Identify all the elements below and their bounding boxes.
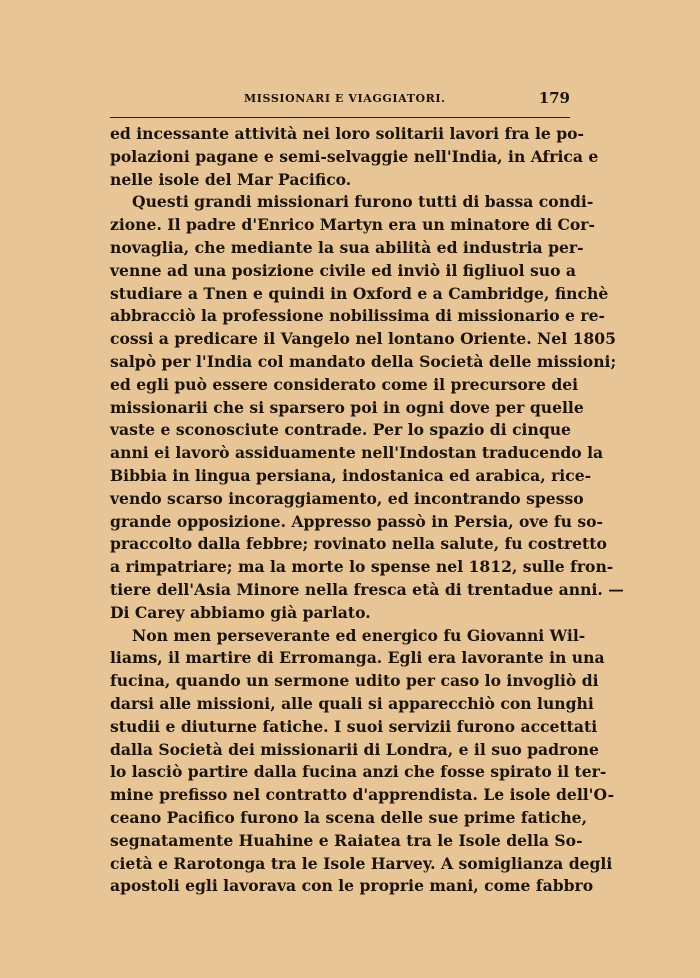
text-line: Di Carey abbiamo già parlato. [110,602,371,622]
text-line: lo lasciò partire dalla fucina anzi che fosse spirato il ter- [110,762,607,782]
text-line: polazioni pagane e semi-selvaggie nell'India, in Africa e [110,146,599,166]
text-line: Non men perseverante ed energico fu Giovanni Wil- [132,625,586,645]
text-line: darsi alle missioni, alle quali si apparecchiò con lunghi [110,693,594,713]
text-line: vendo scarso incoraggiamento, ed incontrando spesso [110,488,584,508]
text-line: abbracciò la professione nobilissima di missionario e re- [110,306,606,326]
text-line: missionarii che si sparsero poi in ogni dove per quelle [110,397,584,417]
text-line: vaste e sconosciute contrade. Per lo spazio di cinque [110,420,571,440]
text-line: anni ei lavorò assiduamente nell'Indostan traducendo la [110,443,604,463]
book-page [110,0,624,978]
page-header [110,88,570,112]
text-line: ed egli può essere considerato come il precursore dei [110,374,579,394]
text-line: cossi a predicare il Vangelo nel lontano Oriente. Nel 1805 [110,329,616,349]
text-line: ceano Pacifico furono la scena delle sue prime fatiche, [110,807,588,827]
text-line: Questi grandi missionari furono tutti di bassa condi- [132,192,594,212]
text-line: studii e diuturne fatiche. I suoi servizii furono accettati [110,716,598,736]
header-rule [110,117,570,118]
text-line: apostoli egli lavorava con le proprie mani, come fabbro [110,876,594,896]
body-text [110,123,624,898]
text-line: mine prefisso nel contratto d'apprendista. Le isole dell'O- [110,785,615,805]
page-number: 179 [538,89,570,107]
text-line: cietà e Rarotonga tra le Isole Harvey. A somiglianza degli [110,853,613,873]
text-line: Bibbia in lingua persiana, indostanica ed arabica, rice- [110,465,592,485]
text-line: novaglia, che mediante la sua abilità ed industria per- [110,237,584,257]
text-line: a rimpatriare; ma la morte lo spense nel 1812, sulle fron- [110,557,614,577]
text-line: ed incessante attività nei loro solitarii lavori fra le po- [110,124,585,143]
text-line: liams, il martire di Erromanga. Egli era lavorante in una [110,648,605,668]
text-line: studiare a Tnen e quindi in Oxford e a Cambridge, finchè [110,283,609,303]
text-line: fucina, quando un sermone udito per caso lo invogliò di [110,671,599,691]
text-line: segnatamente Huahine e Raiatea tra le Isole della So- [110,830,583,850]
text-line: salpò per l'India col mandato della Società delle missioni; [110,351,617,371]
text-line: grande opposizione. Appresso passò in Persia, ove fu so- [110,511,603,531]
text-line: tiere dell'Asia Minore nella fresca età di trentadue anni. — [110,579,624,599]
text-line: praccolto dalla febbre; rovinato nella salute, fu costretto [110,534,607,554]
text-line: zione. Il padre d'Enrico Martyn era un minatore di Cor- [110,215,595,235]
text-line: dalla Società dei missionarii di Londra, e il suo padrone [110,739,599,759]
running-title: MISSIONARI E VIAGGIATORI. [244,92,446,105]
text-line: nelle isole del Mar Pacifico. [110,169,352,189]
text-line: venne ad una posizione civile ed inviò il figliuol suo a [110,260,577,280]
